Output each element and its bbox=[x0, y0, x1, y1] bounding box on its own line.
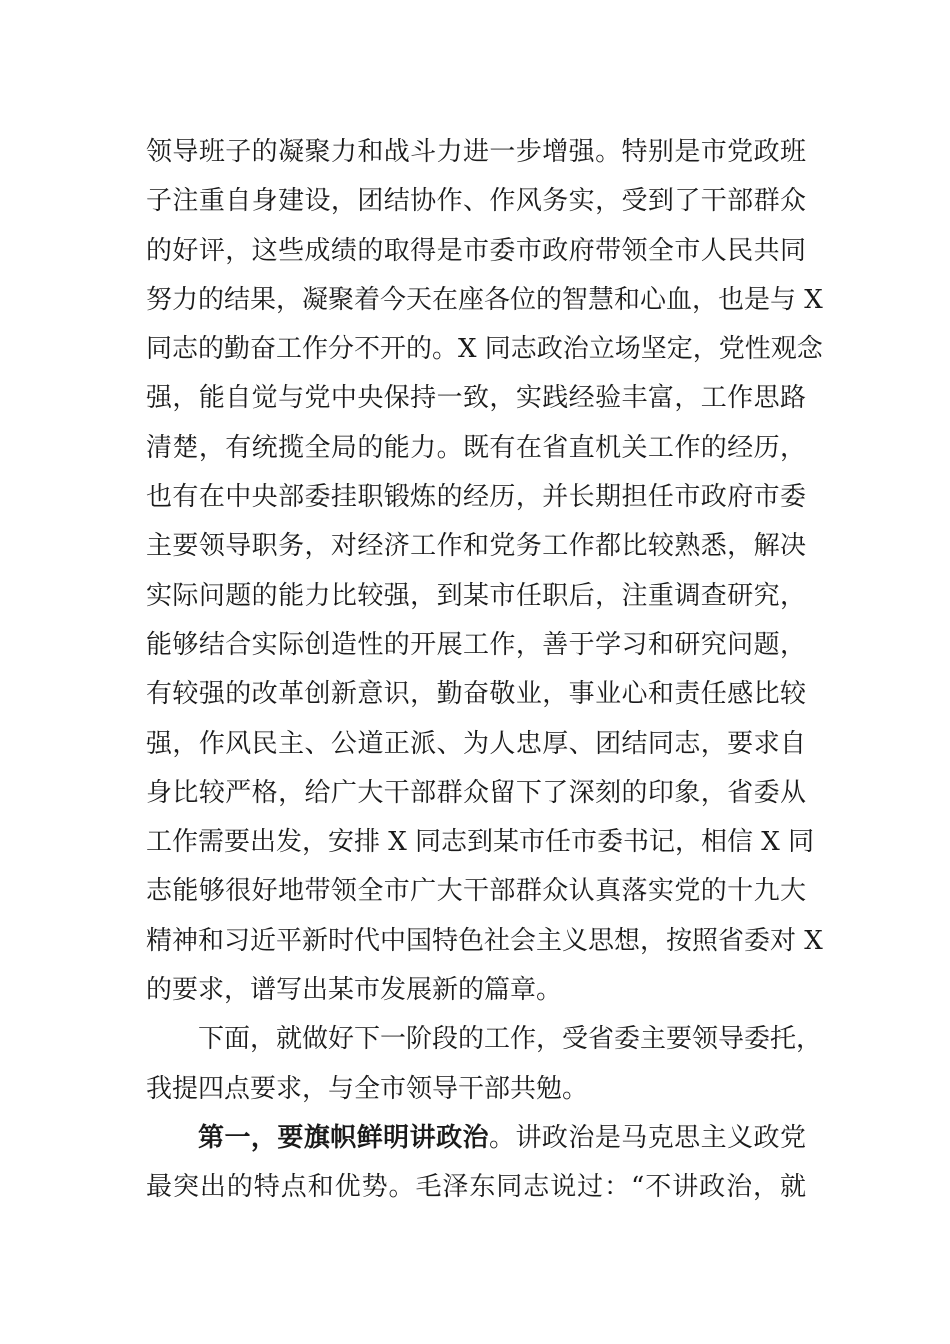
paragraph-line: 精神和习近平新时代中国特色社会主义思想，按照省委对 X bbox=[146, 925, 823, 956]
paragraph-line: 强，能自觉与党中央保持一致，实践经验丰富，工作思路 bbox=[146, 383, 806, 414]
paragraph-line: 强，作风民主、公道正派、为人忠厚、团结同志，要求自 bbox=[146, 728, 806, 759]
paragraph-line: 志能够很好地带领全市广大干部群众认真落实党的十九大 bbox=[146, 876, 806, 907]
paragraph-line: 的好评，这些成绩的取得是市委市政府带领全市人民共同 bbox=[146, 235, 806, 266]
paragraph-line: 领导班子的凝聚力和战斗力进一步增强。特别是市党政班 bbox=[146, 137, 806, 167]
paragraph-line: 我提四点要求，与全市领导干部共勉。 bbox=[146, 1073, 589, 1104]
section-heading-rest: 。讲政治是马克思主义政党 bbox=[489, 1122, 806, 1153]
paragraph-line: 身比较严格，给广大干部群众留下了深刻的印象，省委从 bbox=[146, 777, 806, 808]
paragraph-line: 的要求，谱写出某市发展新的篇章。 bbox=[146, 975, 563, 1006]
section-heading: 第一，要旗帜鲜明讲政治 bbox=[198, 1122, 489, 1153]
paragraph-line: 同志的勤奋工作分不开的。X 同志政治立场坚定，党性观念 bbox=[146, 334, 823, 365]
paragraph-line: 能够结合实际创造性的开展工作，善于学习和研究问题， bbox=[146, 629, 806, 660]
paragraph-line: 清楚，有统揽全局的能力。既有在省直机关工作的经历， bbox=[146, 432, 806, 463]
paragraph-line: 有较强的改革创新意识，勤奋敬业，事业心和责任感比较 bbox=[146, 679, 806, 710]
paragraph-line-with-heading bbox=[146, 1114, 806, 1163]
paragraph-line: 工作需要出发，安排 X 同志到某市任市委书记，相信 X 同 bbox=[146, 827, 815, 858]
paragraph-line: 下面，就做好下一阶段的工作，受省委主要领导委托， bbox=[198, 1024, 823, 1055]
paragraph-line: 主要领导职务，对经济工作和党务工作都比较熟悉，解决 bbox=[146, 531, 806, 562]
document-body bbox=[146, 128, 823, 1213]
paragraph-line: 也有在中央部委挂职锻炼的经历，并长期担任市政府市委 bbox=[146, 482, 806, 513]
paragraph-line: 实际问题的能力比较强，到某市任职后，注重调查研究， bbox=[146, 580, 806, 611]
paragraph-line: 最突出的特点和优势。毛泽东同志说过：“不讲政治，就 bbox=[146, 1172, 806, 1203]
paragraph-line: 子注重自身建设，团结协作、作风务实，受到了干部群众 bbox=[146, 186, 806, 217]
paragraph-line: 努力的结果，凝聚着今天在座各位的智慧和心血，也是与 X bbox=[146, 284, 823, 315]
